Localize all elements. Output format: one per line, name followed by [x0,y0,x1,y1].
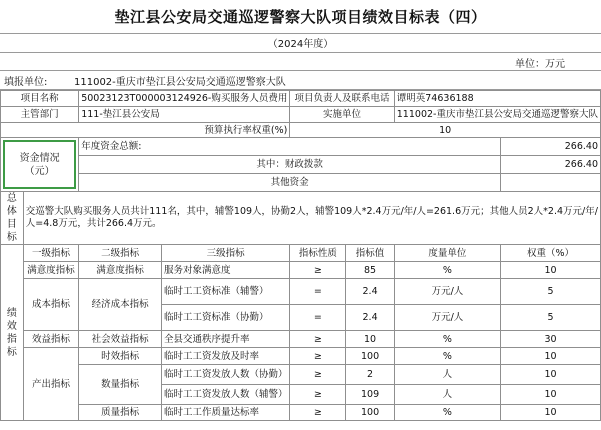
indicator-l2: 满意度指标 [79,262,162,279]
indicator-l3: 全县交通秩序提升率 [161,331,289,348]
indicator-nature: = [290,279,346,305]
indicator-weight: 5 [501,279,601,305]
indicator-l1: 满意度指标 [23,262,78,279]
indicator-l1: 产出指标 [23,348,78,421]
indicator-value: 85 [346,262,394,279]
indicator-nature: ≥ [290,365,346,385]
funds-total-label: 年度资金总额: [79,138,501,156]
reporting-unit-value: 111002-重庆市垫江县公安局交通巡逻警察大队 [74,76,286,88]
indicator-weight: 10 [501,385,601,405]
indicator-unit: % [394,331,500,348]
indicator-l2: 数量指标 [79,365,162,405]
perf-indicators-label: 绩效指标 [1,245,24,421]
header-level3: 三级指标 [161,245,289,262]
indicator-l2: 社会效益指标 [79,331,162,348]
owner-value: 谭明英74636188 [394,91,600,107]
indicator-nature: ≥ [290,405,346,421]
indicator-unit: % [394,405,500,421]
funds-total-value: 266.40 [501,138,601,156]
indicator-l1: 效益指标 [23,331,78,348]
indicator-unit: 万元/人 [394,305,500,331]
funds-fiscal-value: 266.40 [501,156,601,174]
reporting-unit-label: 填报单位: [4,76,48,88]
funds-unit: （元） [24,165,55,177]
header-level2: 二级指标 [79,245,162,262]
indicator-nature: ≥ [290,348,346,365]
dept-value: 111-垫江县公安局 [79,107,290,123]
header-level1: 一级指标 [23,245,78,262]
indicator-weight: 30 [501,331,601,348]
budget-weight-value: 10 [290,123,601,138]
impl-unit-label: 实施单位 [290,107,394,123]
indicator-value: 100 [346,348,394,365]
funds-label-cell[interactable] [1,138,79,192]
overall-goal-label: 总体目标 [1,192,24,245]
indicator-unit: % [394,348,500,365]
unit-label: 单位：万元 [515,59,565,70]
indicator-unit: % [394,262,500,279]
dept-label: 主管部门 [1,107,79,123]
performance-table [0,90,601,421]
reporting-unit-row [0,70,601,90]
indicator-value: 109 [346,385,394,405]
project-name-label: 项目名称 [1,91,79,107]
indicator-weight: 10 [501,348,601,365]
indicator-weight: 10 [501,405,601,421]
indicator-nature: = [290,305,346,331]
indicator-l2: 时效指标 [79,348,162,365]
indicator-nature: ≥ [290,331,346,348]
overall-goal-text: 交巡警大队购买服务人员共计111名，其中，辅警109人，协勤2人，辅警109人*2.4万元/年/人=261.6万元；其他人员2人*2.4万元/年/人=4.8万元，共计266.4万元。 [23,192,600,245]
indicator-nature: ≥ [290,262,346,279]
impl-unit-value: 111002-重庆市垫江县公安局交通巡逻警察大队 [394,107,600,123]
indicator-l3: 临时工工作质量达标率 [161,405,289,421]
indicator-l3: 临时工工资标准（协勤） [161,305,289,331]
funds-fiscal-label: 其中：财政拨款 [79,156,501,174]
year-label: （2024年度） [0,33,601,53]
project-name-value: 50023123T000003124926-购买服务人员费用 [79,91,290,107]
indicator-value: 2.4 [346,305,394,331]
table-title: 垫江县公安局交通巡逻警察大队项目绩效目标表（四） [0,0,601,34]
header-weight: 权重（%） [501,245,601,262]
funds-selection-box [3,140,76,189]
indicator-weight: 10 [501,365,601,385]
indicator-value: 2 [346,365,394,385]
indicator-l2: 质量指标 [79,405,162,421]
indicator-l2: 经济成本指标 [79,279,162,331]
indicator-l3: 临时工工资发放及时率 [161,348,289,365]
header-nature: 指标性质 [290,245,346,262]
indicator-value: 100 [346,405,394,421]
funds-other-value [501,174,601,192]
funds-label: 资金情况 [19,152,60,164]
indicator-nature: ≥ [290,385,346,405]
indicator-l3: 临时工工资发放人数（辅警） [161,385,289,405]
indicator-unit: 人 [394,365,500,385]
funds-other-label: 其他资金 [79,174,501,192]
indicator-value: 10 [346,331,394,348]
indicator-l3: 服务对象满意度 [161,262,289,279]
indicator-l1: 成本指标 [23,279,78,331]
indicator-weight: 5 [501,305,601,331]
budget-weight-label: 预算执行率权重(%) [1,123,290,138]
indicator-value: 2.4 [346,279,394,305]
header-unit: 度量单位 [394,245,500,262]
owner-label: 项目负责人及联系电话 [290,91,394,107]
indicator-unit: 万元/人 [394,279,500,305]
indicator-l3: 临时工工资发放人数（协勤） [161,365,289,385]
header-value: 指标值 [346,245,394,262]
indicator-l3: 临时工工资标准（辅警） [161,279,289,305]
indicator-weight: 10 [501,262,601,279]
indicator-unit: 人 [394,385,500,405]
